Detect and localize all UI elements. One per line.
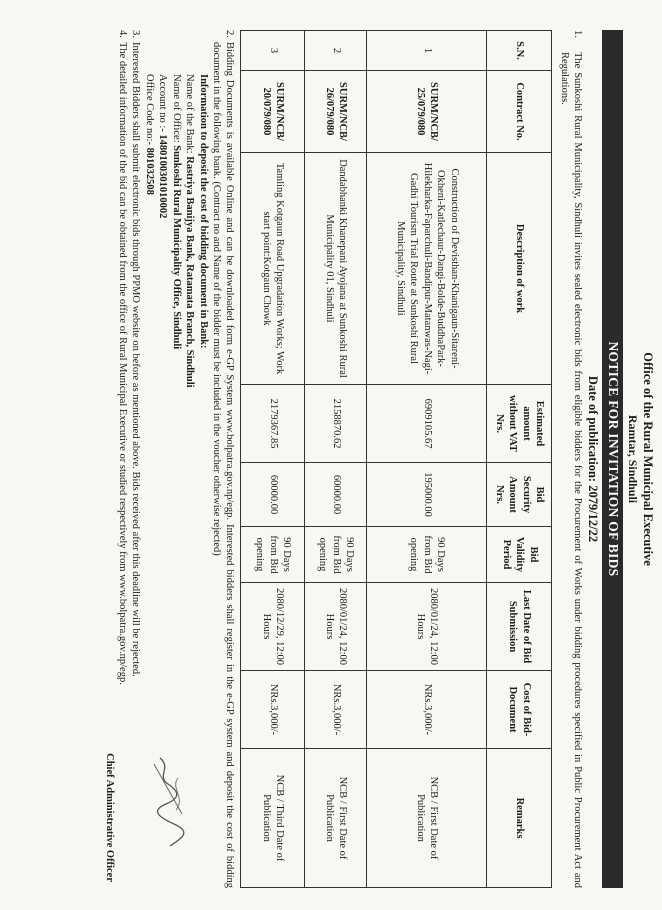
cell-cost: NRs.3,000/-: [367, 671, 487, 749]
note-3-text: Interested Bidders shall submit electronic bids through PPMO website on before as mentioned above. Bids received after this deadline will be rejected.: [130, 42, 142, 677]
cell-description: Construction of Devisthan-Khanigaun-Sitareni-Okheni-Katlechaur-Dangi-Bolde-BuddhaPark-Hilekharka-Faparchuli-Bandipur-Matanwas-Nagi-Gadhi Tourism Trial Route at Sunkoshi Rural Municipality, Sindhuli: [367, 153, 487, 385]
col-header-validity: Bid Validity Period: [487, 527, 552, 583]
cell-remarks: NCB / First Date of Publication: [367, 749, 487, 888]
note-4-text: The detailed information of the bid can be obtained from the office of Rural Municipal Executive or studied respectively from www.bolpatra.gov.np/egp.: [117, 42, 128, 685]
cell-sn: 2: [305, 31, 367, 71]
table-row: [241, 31, 305, 888]
col-header-last-date: Last Date of Bid Submission: [487, 583, 552, 671]
table-header-row: [487, 31, 552, 888]
note-4-number: 4.: [117, 30, 128, 38]
col-header-remarks: Remarks: [487, 749, 552, 888]
cell-validity: 90 Days from Bid opening: [367, 527, 487, 583]
publication-date: Date of publication: 2079/12/22: [586, 375, 601, 543]
cell-contract-no: SURM/NCB/ 20/079/080: [241, 71, 305, 153]
cell-validity: 90 Days from Bid opening: [305, 527, 367, 583]
cell-remarks: NCB / First Date of Publication: [305, 749, 367, 888]
note-3-number: 3.: [130, 30, 142, 38]
col-header-contract-no: Contract No.: [487, 71, 552, 153]
note-3: [129, 30, 142, 888]
cell-last-date: 2080/01/24, 12:00 Hours: [305, 583, 367, 671]
bids-table: [241, 30, 553, 888]
cell-remarks: NCB / Third Date of Publication: [241, 749, 305, 888]
cell-validity: 90 Days from Bid opening: [241, 527, 305, 583]
intro-number: 1.: [572, 30, 584, 38]
signatory-title: Chief Administrative Officer: [103, 753, 115, 882]
notice-title: NOTICE FOR INVITATION OF BIDS: [602, 30, 622, 888]
account-label: Account no :-: [157, 74, 169, 135]
col-header-description: Description of work: [487, 153, 552, 385]
cell-cost: NRs.3,000/-: [241, 671, 305, 749]
note-4: [116, 30, 129, 888]
bank-info-title: Information to deposit the cost of bidding document in Bank:: [197, 74, 209, 349]
cell-sn: 1: [367, 31, 487, 71]
col-header-estimated-amount: Estimated amount without VAT Nrs.: [487, 385, 552, 463]
cell-estimated-amount: 6909105.67: [367, 385, 487, 463]
cell-cost: NRs.3,000/-: [305, 671, 367, 749]
cell-bid-security: 195000.00: [367, 463, 487, 527]
signature-scribble-icon: [150, 754, 190, 850]
office-name-value: Sunkoshi Rural Municipality Office, Sindhuli: [170, 145, 182, 350]
cell-last-date: 2080/01/24, 12:00 Hours: [367, 583, 487, 671]
cell-bid-security: 60000.00: [241, 463, 305, 527]
cell-sn: 3: [241, 31, 305, 71]
office-name-label: Name of Office:: [170, 74, 182, 146]
table-row: [367, 31, 487, 888]
note-2: [210, 30, 237, 888]
table-row: [305, 31, 367, 888]
cell-bid-security: 60000.00: [305, 463, 367, 527]
cell-estimated-amount: 2179367.85: [241, 385, 305, 463]
bank-name-value: Rastriya Banijya Bank, Ratamata Branch, Sindhuli: [184, 156, 196, 388]
intro-text: The Sunkoshi Rural Municipality, Sindhuli invites sealed electronic bids from eligible bidders for the Procurement of Works under bidding procedures specified in Public Procurement Act and Regulations.: [558, 52, 584, 888]
cell-description: Tamling Kotgaun Road Upgradation Works; Work start point:Kotgaun Chowk: [241, 153, 305, 385]
cell-description: Dandabhanki Khanepani Ayojana at Sunkoshi Rural Municipality 01, Sindhuli: [305, 153, 367, 385]
col-header-sn: S.N.: [487, 31, 552, 71]
note-2-number: 2.: [224, 30, 236, 38]
cell-contract-no: SURM/NCB/ 26/079/080: [305, 71, 367, 153]
col-header-cost: Cost of Bid-Document: [487, 671, 552, 749]
note-2-text: Bidding Documents is available Online and can be downloaded form e-GP System www.bolpatra.gov.np/egp. Interested bidders shall register in the e-GP system and deposit the cost of bidding document in the following bank. (Contract no and Name of the bidder must be included in the voucher otherwise rejected): [211, 42, 236, 888]
office-code-label: Office Code no:-: [143, 74, 155, 148]
intro-paragraph: [558, 30, 585, 888]
cell-estimated-amount: 2158870.62: [305, 385, 367, 463]
office-name: Office of the Rural Municipal Executive: [641, 352, 655, 566]
cell-last-date: 2080/12/29, 12:00 Hours: [241, 583, 305, 671]
col-header-bid-security: Bid Security Amount Nrs.: [487, 463, 552, 527]
bank-name-label: Name of the Bank:: [184, 74, 196, 157]
office-code-value: 801032508: [143, 147, 155, 195]
office-location: Ramtar, Sindhuli: [626, 414, 640, 504]
account-value: 1480100301010002: [157, 134, 169, 219]
cell-contract-no: SURM/NCB/ 25/079/080: [367, 71, 487, 153]
notice-header: [625, 30, 656, 888]
